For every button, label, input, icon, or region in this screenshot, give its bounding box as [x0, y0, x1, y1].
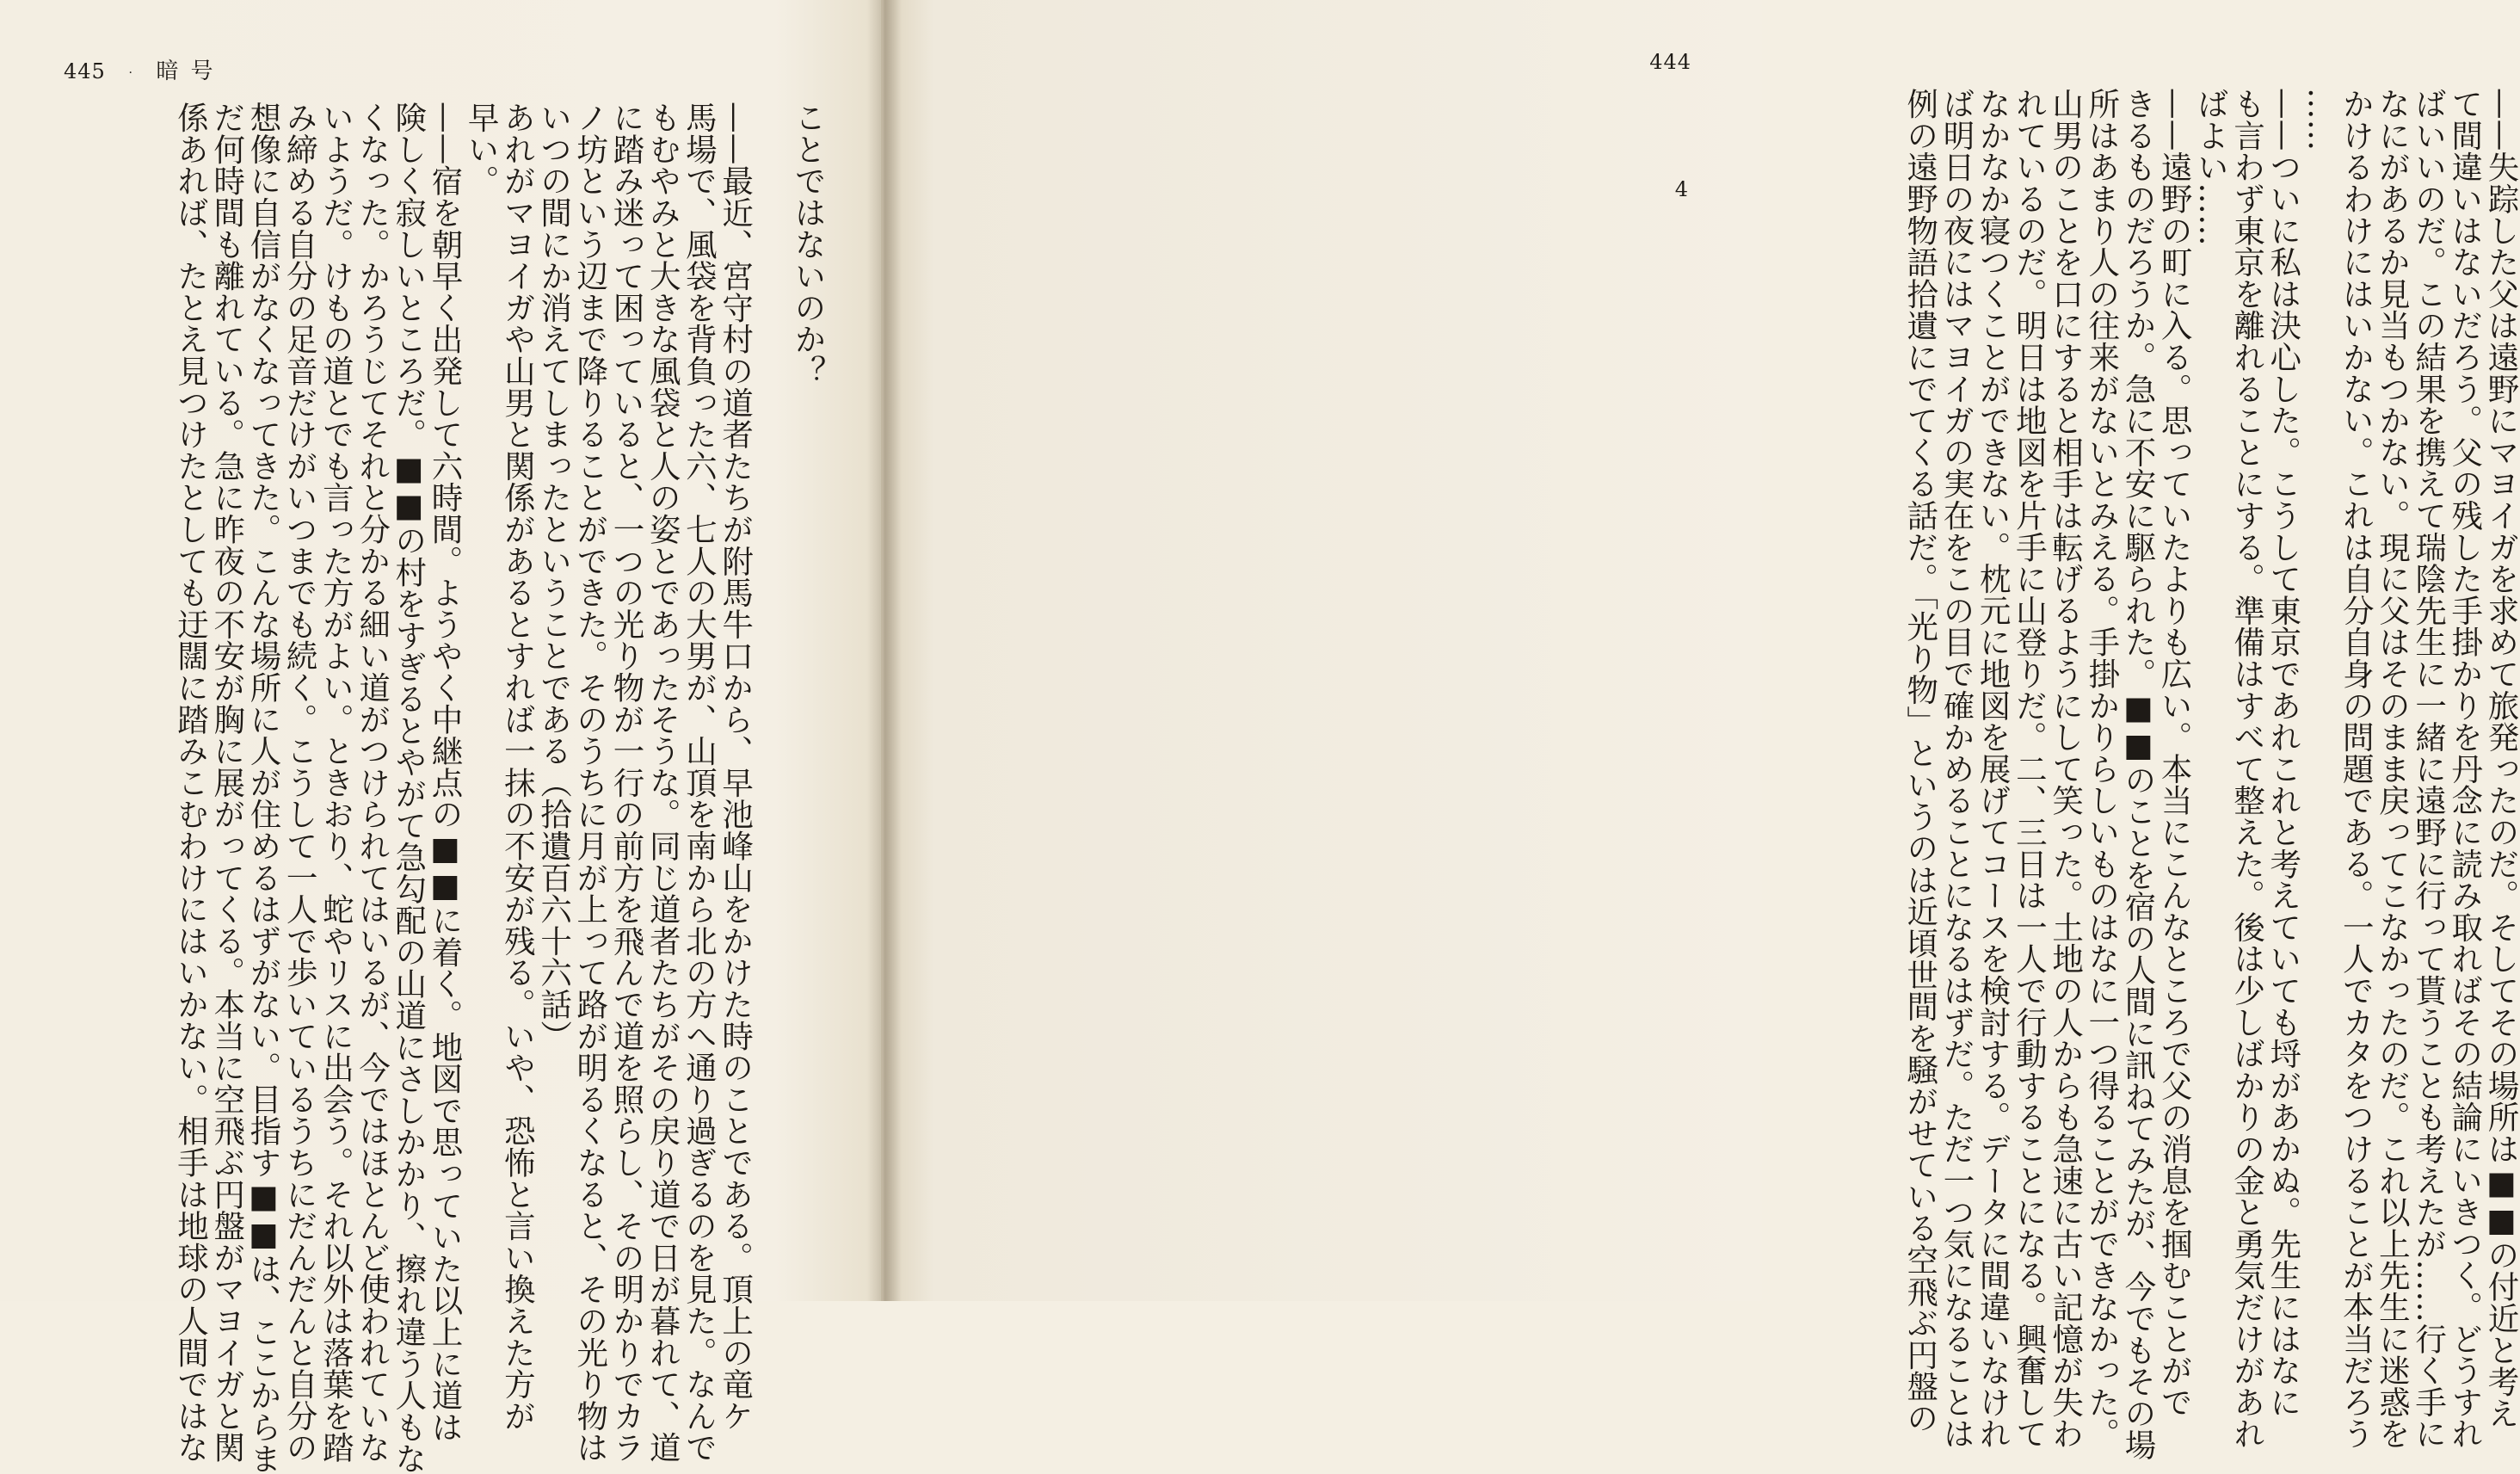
text-line: 山男のことを口にすると相手は転げるようにして笑った。土地の人からも急速に古い記憶が失わ: [2047, 88, 2085, 1450]
book-title: 暗号: [156, 59, 225, 84]
text-line: ——ついに私は決心した。こうして東京であれこれと考えていても埒があかぬ。先生にはなに: [2264, 88, 2302, 1418]
text-line: れているのだ。明日は地図を片手に山登りだ。二、三日は一人で行動することになる。興奮して: [2011, 88, 2049, 1450]
text-line: [754, 102, 790, 1263]
text-line: いようだ。けもの道とでも言った方がよい。ときおり、蛇やリスに出会う。それ以外は落葉を踏: [317, 102, 355, 1464]
text-line: もむやみと大きな風袋と人の姿とであったそうな。同じ道者たちがその戻り道で日が暮れて、道: [644, 102, 682, 1464]
text-line: 係あれば、たとえ見つけたとしても迂闊に踏みこむわけにはいかない。相手は地球の人間ではな: [172, 102, 210, 1464]
book-gutter: [867, 0, 902, 1301]
text-line: くなった。かろうじてそれと分かる細い道がつけられてはいるが、今ではほとんど使われていな: [354, 102, 391, 1464]
text-line: ……: [2301, 88, 2338, 151]
chapter-number: 4: [1674, 177, 1688, 201]
text-line: かけるわけにはいかない。これは自分自身の問題である。一人でカタをつけることが本当だろう: [2338, 88, 2375, 1450]
text-line: み締める自分の足音だけがいつまでも続く。こうして一人で歩いているうちにだんだんと自分の: [281, 102, 319, 1464]
text-line: に踏み迷って困っていると、一つの光り物が一行の前方を飛んで道を照らし、その明かりでカラ: [607, 102, 645, 1464]
text-line: ばよい……: [2192, 88, 2230, 246]
text-line: 例の遠野物語拾遺にでてくる話だ。「光り物」というのは近頃世間を騒がせている空飛ぶ円盤の: [1901, 88, 1939, 1434]
text-line: だ何時間も離れている。急に昨夜の不安が胸に展がってくる。本当に空飛ぶ円盤がマヨイガと関: [208, 102, 246, 1464]
text-line: ことではないのか？: [790, 102, 827, 387]
left-page-header: [64, 53, 225, 85]
right-page-body-text: [1826, 88, 2520, 1461]
text-line: 早い。: [463, 102, 501, 197]
header-separator: ·: [128, 65, 133, 80]
text-line: なにがあるか見当もつかない。現に父はそのまま戻ってこなかったのだ。これ以上先生に迷惑を: [2374, 88, 2412, 1450]
text-line: きるものだろうか。急に不安に駆られた。■■のことを宿の人間に訊ねてみたが、今でもその場: [2119, 88, 2157, 1461]
left-page: [0, 0, 881, 1474]
text-line: 馬場で、風袋を背負った六、七人の大男が、山頂を南から北の方へ通り過ぎるのを見た。なんで: [681, 102, 718, 1464]
text-line: ——遠野の町に入る。思っていたよりも広い。本当にこんなところで父の消息を掴むことがで: [2156, 88, 2194, 1418]
left-page-body-text: [52, 102, 827, 1474]
text-line: 険しく寂しいところだ。■■の村をすぎるとやがて急勾配の山道にさしかかり、擦れ違う人もな: [390, 102, 428, 1474]
text-line: ノ坊という辺まで降りることができた。そのうちに月が上って路が明るくなると、その光り物は: [571, 102, 609, 1464]
text-line: ば明日の夜にはマヨイガの実在をこの目で確かめることになるはずだ。ただ一つ気になることは: [1938, 88, 1975, 1450]
text-line: あれがマヨイガや山男と関係があるとすれば一抹の不安が残る。いや、恐怖と言い換えた方が: [499, 102, 537, 1432]
text-line: も言わず東京を離れることにする。準備はすべて整えた。後は少しばかりの金と勇気だけがあれ: [2228, 88, 2266, 1450]
text-line: ばいいのだ。この結果を携えて瑞陰先生に一緒に遠野に行って貰うことも考えたが……行く手に: [2410, 88, 2448, 1450]
right-page: [881, 0, 2520, 1461]
text-line: いつの間にか消えてしまったということである（拾遺百六十六話）: [535, 102, 573, 1052]
text-line: なかなか寝つくことができない。枕元に地図を展げてコースを検討する。データに間違いなけれ: [1975, 88, 2012, 1450]
text-line: ——宿を朝早く出発して六時間。ようやく中継点の■■に着く。地図で思っていた以上に道は: [426, 102, 464, 1443]
left-page-number: 445: [64, 59, 106, 83]
text-line: 所はあまり人の往来がないとみえる。手掛かりらしいものはなに一つ得ることができなかった。: [2083, 88, 2121, 1450]
text-line: ——失踪した父は遠野にマヨイガを求めて旅発ったのだ。そしてその場所は■■の付近と考え: [2483, 88, 2520, 1429]
text-line: ——最近、宮守村の道者たちが附馬牛口から、早池峰山をかけた時のことである。頂上の竜ケ: [717, 102, 755, 1432]
text-line: て間違いはないだろう。父の残した手掛かりを丹念に読み取ればその結論にいきつく。どうすれ: [2446, 88, 2484, 1450]
right-page-number: 444: [1649, 50, 1691, 74]
text-line: 想像に自信がなくなってきた。こんな場所に人が住めるはずがない。目指す■■は、ここからま: [244, 102, 282, 1474]
